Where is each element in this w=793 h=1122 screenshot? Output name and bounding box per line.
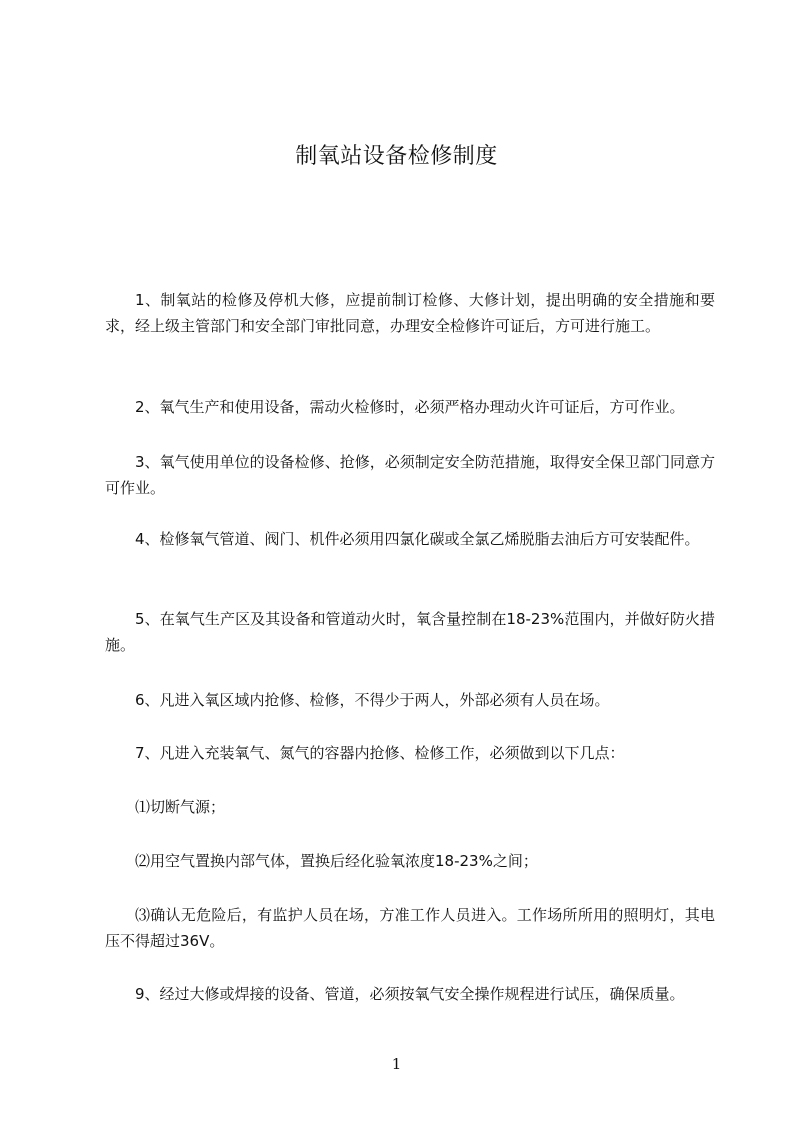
paragraph-3: 3、氧气使用单位的设备检修、抢修，必须制定安全防范措施，取得安全保卫部门同意方可作业。 <box>105 453 715 497</box>
document-title: 制氧站设备检修制度 <box>295 144 498 169</box>
paragraph-6: 6、凡进入氧区域内抢修、检修，不得少于两人，外部必须有人员在场。 <box>135 691 610 709</box>
paragraph-9: 9、经过大修或焊接的设备、管道，必须按氧气安全操作规程进行试压，确保质量。 <box>135 985 685 1003</box>
page-number: 1 <box>391 1055 402 1073</box>
paragraph-7-item-1: ⑴切断气源； <box>135 798 226 816</box>
paragraph-5: 5、在氧气生产区及其设备和管道动火时，氧含量控制在18-23%范围内，并做好防火措施。 <box>105 610 715 654</box>
paragraph-4: 4、检修氧气管道、阀门、机件必须用四氯化碳或全氯乙烯脱脂去油后方可安装配件。 <box>135 530 700 548</box>
paragraph-2: 2、氧气生产和使用设备，需动火检修时，必须严格办理动火许可证后，方可作业。 <box>135 398 685 416</box>
paragraph-7: 7、凡进入充装氧气、氮气的容器内抢修、检修工作，必须做到以下几点： <box>135 744 625 762</box>
paragraph-1: 1、制氧站的检修及停机大修，应提前制订检修、大修计划，提出明确的安全措施和要求，经上级主管部门和安全部门审批同意，办理安全检修许可证后，方可进行施工。 <box>105 291 715 335</box>
paragraph-7-item-2: ⑵用空气置换内部气体，置换后经化验氧浓度18-23%之间； <box>135 852 538 870</box>
paragraph-7-item-3: ⑶确认无危险后，有监护人员在场，方准工作人员进入。工作场所所用的照明灯，其电压不得超过36V。 <box>105 906 715 950</box>
